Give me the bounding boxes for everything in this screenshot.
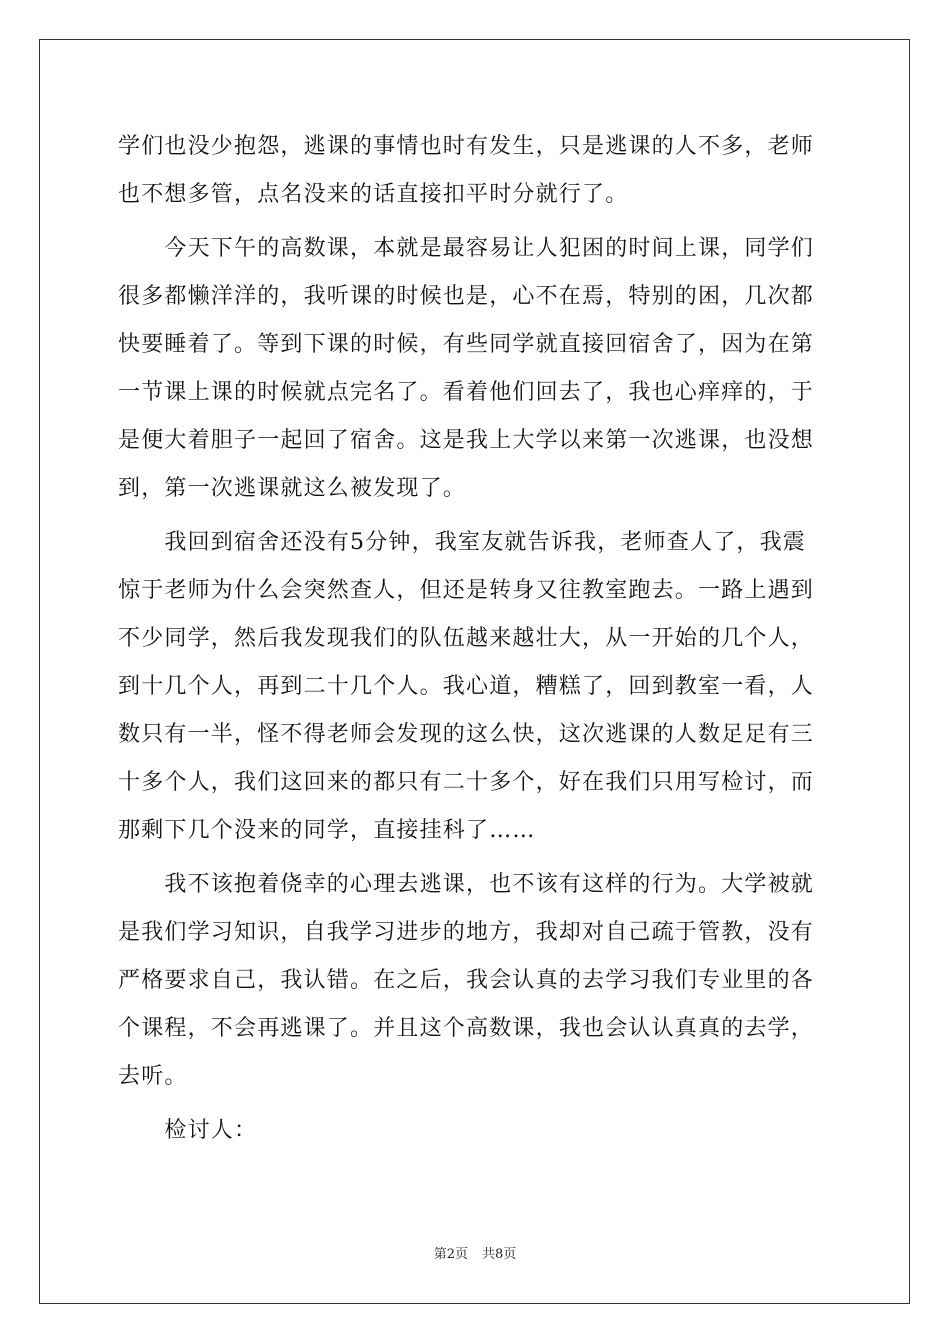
paragraph bbox=[118, 225, 836, 513]
text-line: 是我们学习知识，自我学习进步的地方，我却对自己疏于管教，没有 bbox=[118, 920, 815, 945]
text-line: 我不该抱着侥幸的心理去逃课，也不该有这样的行为。大学被就 bbox=[118, 872, 815, 897]
text-line: 到十几个人，再到二十几个人。我心道，糟糕了，回到教室一看，人 bbox=[118, 674, 815, 699]
page-total: 共8页 bbox=[482, 1247, 517, 1262]
paragraph bbox=[118, 519, 836, 855]
text-line: 个课程，不会再逃课了。并且这个高数课，我也会认认真真的去学， bbox=[118, 1016, 815, 1041]
paragraph bbox=[118, 123, 836, 219]
text-line: 严格要求自己，我认错。在之后，我会认真的去学习我们专业里的各 bbox=[118, 968, 815, 993]
text-line: 学们也没少抱怨，逃课的事情也时有发生，只是逃课的人不多，老师 bbox=[118, 134, 815, 159]
signature-label: 检讨人： bbox=[118, 1118, 258, 1143]
text-line: 去听。 bbox=[118, 1064, 188, 1089]
text-line: 数只有一半，怪不得老师会发现的这么快，这次逃课的人数足足有三 bbox=[118, 722, 815, 747]
document-body bbox=[118, 123, 836, 1155]
text-line: 我回到宿舍还没有5分钟，我室友就告诉我，老师查人了，我震 bbox=[118, 530, 806, 555]
text-line: 那剩下几个没来的同学，直接挂科了…… bbox=[118, 818, 536, 843]
text-line: 惊于老师为什么会突然查人，但还是转身又往教室跑去。一路上遇到 bbox=[118, 578, 815, 603]
text-line: 也不想多管，点名没来的话直接扣平时分就行了。 bbox=[118, 182, 629, 207]
text-line: 是便大着胆子一起回了宿舍。这是我上大学以来第一次逃课，也没想 bbox=[118, 428, 815, 453]
paragraph bbox=[118, 861, 836, 1101]
text-line: 很多都懒洋洋的，我听课的时候也是，心不在焉，特别的困，几次都 bbox=[118, 284, 815, 309]
signature-paragraph bbox=[118, 1107, 836, 1155]
text-line: 十多个人，我们这回来的都只有二十多个，好在我们只用写检讨，而 bbox=[118, 770, 815, 795]
page-footer bbox=[0, 1243, 950, 1262]
text-line: 到，第一次逃课就这么被发现了。 bbox=[118, 476, 467, 501]
text-line: 快要睡着了。等到下课的时候，有些同学就直接回宿舍了，因为在第 bbox=[118, 332, 815, 357]
text-line: 一节课上课的时候就点完名了。看着他们回去了，我也心痒痒的，于 bbox=[118, 380, 815, 405]
text-line: 不少同学，然后我发现我们的队伍越来越壮大，从一开始的几个人， bbox=[118, 626, 815, 651]
page-number: 第2页 bbox=[433, 1247, 468, 1262]
text-line: 今天下午的高数课，本就是最容易让人犯困的时间上课，同学们 bbox=[118, 236, 815, 261]
